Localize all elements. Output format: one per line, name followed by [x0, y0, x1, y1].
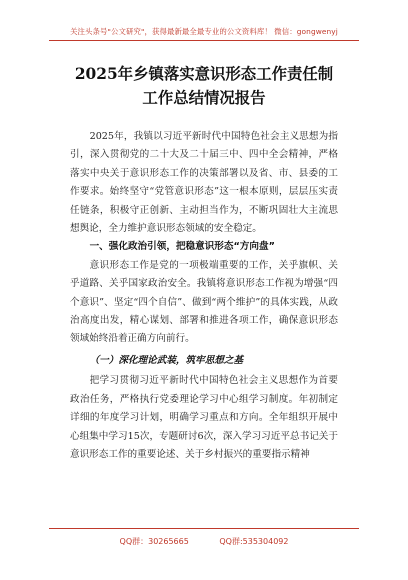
footer-qq-group-1: QQ群：30265665 [119, 537, 189, 546]
subsection-1-paragraph: 把学习贯彻习近平新时代中国特色社会主义思想作为首要政治任务，严格执行党委理论学习中心组学习制度。年初制定详细的年度学习计划，明确学习重点和方向。全年组织开展中心组集中学习15次，专题研讨6次，深入学习习近平总书记关于意识形态工作的重要论述、关于乡村振兴的重要指示精神 [70, 375, 338, 460]
footer-bar [0, 524, 408, 580]
header-banner [0, 0, 408, 62]
section-1-paragraph: 意识形态工作是党的一项极端重要的工作，关乎旗帜、关乎道路、关乎国家政治安全。我镇将意识形态工作视为增强“四个意识”、坚定“四个自信”、做到“两个维护”的具体实践，从政治高度出发，精心谋划、部署和推进各项工作，确保意识形态领域始终沿着正确方向前行。 [70, 259, 338, 345]
section-1-heading: 一、强化政治引领，把稳意识形态“方向盘” [89, 241, 275, 253]
header-divider [49, 40, 359, 41]
footer-contact [0, 536, 408, 547]
intro-paragraph: 2025年，我镇以习近平新时代中国特色社会主义思想为指引，深入贯彻党的二十大及二十届三中、四中全会精神，严格落实中央关于意识形态工作的决策部署以及省、市、县委的工作要求。始终坚守“党管意识形态”这一根本原则，层层压实责任链条，积极守正创新、主动担当作为，不断巩固壮大主流思想舆论，全力维护意识形态领域的安全稳定。 [70, 131, 338, 235]
footer-qq-group-2: QQ群:535304092 [219, 537, 289, 546]
footer-divider [49, 528, 359, 529]
document-body [70, 62, 338, 464]
document-title: 2025年乡镇落实意识形态工作责任制工作总结情况报告 [74, 65, 334, 107]
header-promo-text: 关注头条号"公文研究"，获得最新最全最专业的公文资料库！ 微信：gongwenyj [70, 27, 338, 36]
subsection-1-heading: （一）深化理论武装，筑牢思想之基 [89, 354, 244, 366]
